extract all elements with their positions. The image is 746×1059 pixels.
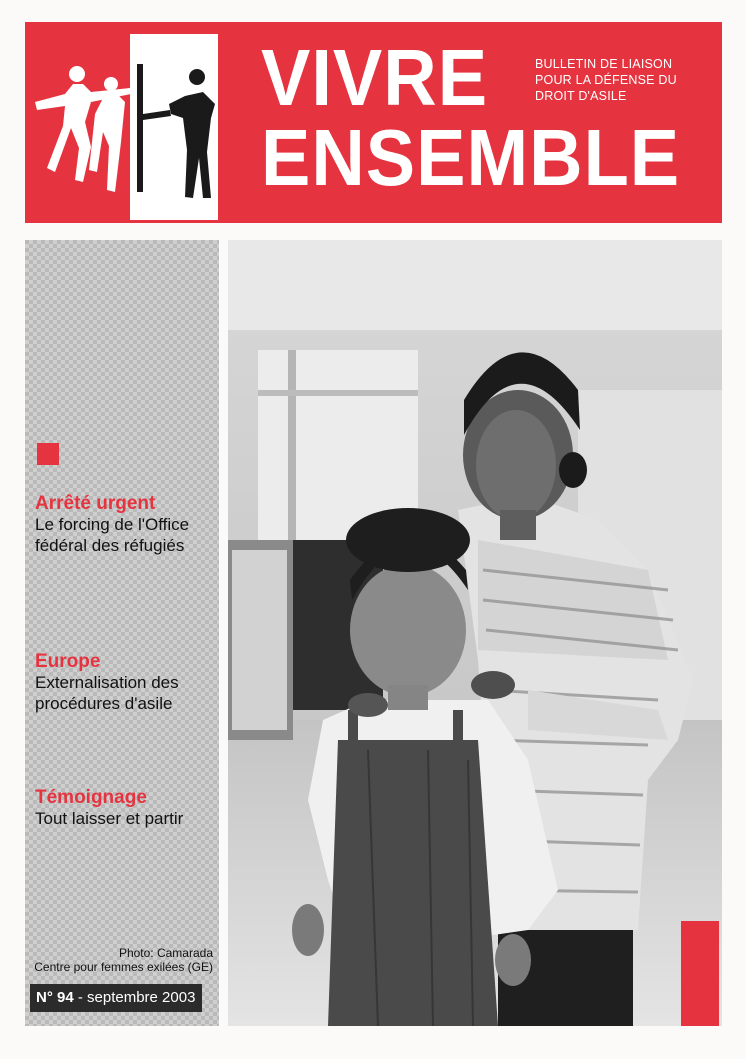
story-headline: Externalisation des procédures d'asile bbox=[35, 673, 179, 713]
story-kicker: Europe bbox=[35, 651, 101, 672]
issue-label bbox=[30, 984, 202, 1012]
title-line-1: VIVRE bbox=[261, 32, 489, 123]
credit-line-2: Centre pour femmes exilées (GE) bbox=[34, 960, 213, 974]
tagline bbox=[535, 56, 677, 104]
tagline-line-2: POUR LA DÉFENSE DU bbox=[535, 73, 677, 87]
red-accent-bar bbox=[681, 921, 719, 1026]
tagline-line-1: BULLETIN DE LIAISON bbox=[535, 57, 673, 71]
story-europe[interactable] bbox=[35, 652, 215, 714]
issue-number: N° 94 bbox=[36, 989, 74, 1006]
figures-logo-icon bbox=[25, 22, 225, 223]
story-headline: Tout laisser et partir bbox=[35, 809, 184, 828]
cover-photo bbox=[228, 240, 722, 1026]
photo-credit bbox=[34, 946, 213, 974]
contents-sidebar bbox=[25, 240, 219, 1026]
story-temoignage[interactable] bbox=[35, 788, 215, 829]
photo-illustration-icon bbox=[228, 240, 722, 1026]
issue-date: - septembre 2003 bbox=[73, 989, 196, 1006]
story-headline: Le forcing de l'Office fédéral des réfugiés bbox=[35, 515, 190, 555]
tagline-line-3: DROIT D'ASILE bbox=[535, 89, 627, 103]
story-arrete-urgent[interactable] bbox=[35, 494, 215, 556]
red-square-marker bbox=[37, 443, 59, 465]
masthead-banner bbox=[25, 22, 722, 223]
title-line-2: ENSEMBLE bbox=[261, 112, 681, 203]
story-kicker: Arrêté urgent bbox=[35, 493, 156, 514]
credit-line-1: Photo: Camarada bbox=[118, 946, 213, 960]
story-kicker: Témoignage bbox=[35, 787, 147, 808]
